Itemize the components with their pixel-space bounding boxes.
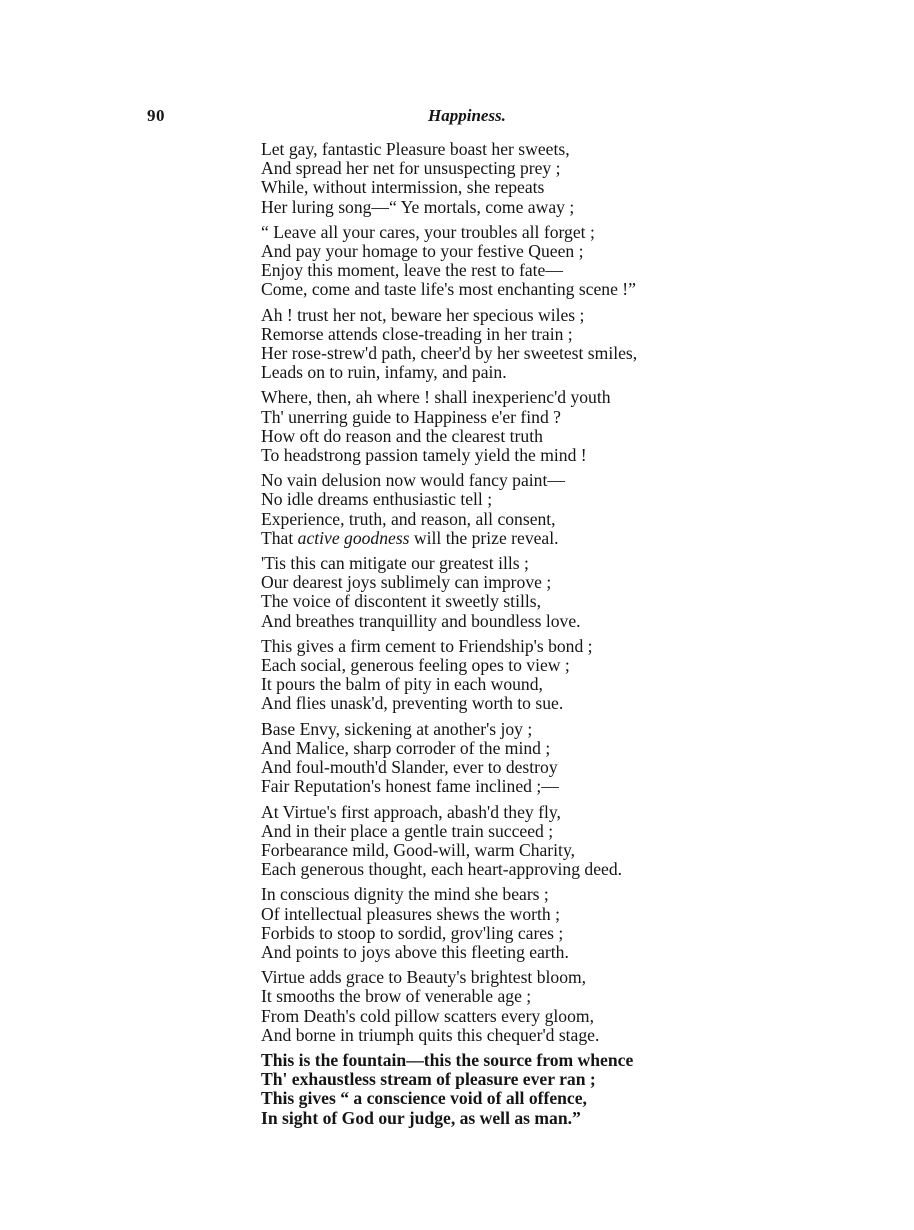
verse-line: Remorse attends close-treading in her train ;: [261, 323, 573, 344]
verse-line: How oft do reason and the clearest truth: [261, 425, 543, 446]
verse-line: And borne in triumph quits this chequer'd stage.: [261, 1024, 600, 1045]
poem-body: [261, 140, 721, 1134]
verse-text: will the prize reveal.: [409, 527, 559, 548]
verse-line: And pay your homage to your festive Queen ;: [261, 241, 584, 262]
verse-line: While, without intermission, she repeats: [261, 177, 545, 198]
verse-line: This gives a firm cement to Friendship's bond ;: [261, 635, 593, 656]
stanza-7: [261, 637, 721, 714]
verse-line: From Death's cold pillow scatters every gloom,: [261, 1005, 594, 1026]
verse-line: This gives “ a conscience void of all offence,: [261, 1088, 587, 1109]
stanza-1: [261, 140, 721, 217]
verse-line: And Malice, sharp corroder of the mind ;: [261, 737, 551, 758]
verse-line: Leads on to ruin, infamy, and pain.: [261, 362, 507, 383]
verse-line: Base Envy, sickening at another's joy ;: [261, 718, 533, 739]
verse-line: “ Leave all your cares, your troubles all forget ;: [261, 221, 595, 242]
verse-line: Each social, generous feeling opes to view ;: [261, 655, 570, 676]
running-title: Happiness.: [428, 106, 506, 125]
verse-line: Each generous thought, each heart-approving deed.: [261, 859, 623, 880]
verse-line: Th' unerring guide to Happiness e'er find ?: [261, 406, 561, 427]
verse-line: It pours the balm of pity in each wound,: [261, 674, 543, 695]
verse-line: Her luring song—“ Ye mortals, come away ;: [261, 196, 575, 217]
verse-line: The voice of discontent it sweetly stills,: [261, 591, 541, 612]
verse-line: [261, 529, 721, 548]
verse-line: At Virtue's first approach, abash'd they fly,: [261, 801, 561, 822]
verse-line: And in their place a gentle train succeed ;: [261, 820, 554, 841]
stanza-9: [261, 803, 721, 880]
verse-line: No idle dreams enthusiastic tell ;: [261, 489, 493, 510]
verse-line: This is the fountain—this the source from whence: [261, 1049, 634, 1070]
verse-line: Let gay, fantastic Pleasure boast her sweets,: [261, 139, 570, 159]
stanza-8: [261, 720, 721, 797]
verse-line: Th' exhaustless stream of pleasure ever ran ;: [261, 1069, 596, 1090]
stanza-6: [261, 554, 721, 631]
verse-line: Experience, truth, and reason, all consent,: [261, 508, 556, 529]
stanza-4: [261, 388, 721, 465]
verse-line: Of intellectual pleasures shews the worth ;: [261, 903, 561, 924]
verse-line: Forbearance mild, Good-will, warm Charity,: [261, 839, 575, 860]
verse-line: To headstrong passion tamely yield the mind !: [261, 445, 587, 466]
stanza-10: [261, 885, 721, 962]
verse-line: Fair Reputation's honest fame inclined ;—: [261, 776, 559, 797]
verse-line: Our dearest joys sublimely can improve ;: [261, 572, 552, 593]
stanza-12: [261, 1051, 721, 1128]
emphasized-phrase: active goodness: [297, 527, 410, 548]
verse-line: And flies unask'd, preventing worth to sue.: [261, 693, 564, 714]
stanza-2: [261, 223, 721, 300]
verse-line: Ah ! trust her not, beware her specious wiles ;: [261, 304, 585, 325]
verse-line: It smooths the brow of venerable age ;: [261, 986, 532, 1007]
verse-line: 'Tis this can mitigate our greatest ills ;: [261, 553, 529, 574]
stanza-3: [261, 306, 721, 383]
verse-text: That: [261, 527, 298, 548]
page-number: 90: [147, 106, 165, 125]
verse-line: And spread her net for unsuspecting prey ;: [261, 158, 561, 179]
verse-line: Virtue adds grace to Beauty's brightest bloom,: [261, 967, 587, 988]
verse-line: And points to joys above this fleeting earth.: [261, 941, 569, 962]
verse-line: And breathes tranquillity and boundless love.: [261, 610, 581, 631]
verse-line: Where, then, ah where ! shall inexperienc'd youth: [261, 387, 611, 408]
verse-line: Enjoy this moment, leave the rest to fate—: [261, 260, 563, 281]
verse-line: Her rose-strew'd path, cheer'd by her sweetest smiles,: [261, 343, 638, 364]
verse-line: Forbids to stoop to sordid, grov'ling cares ;: [261, 922, 564, 943]
verse-line: In sight of God our judge, as well as man.”: [261, 1107, 581, 1128]
verse-line: Come, come and taste life's most enchanting scene !”: [261, 279, 636, 300]
stanza-5: [261, 471, 721, 548]
stanza-11: [261, 968, 721, 1045]
verse-line: And foul-mouth'd Slander, ever to destroy: [261, 757, 558, 778]
verse-line: No vain delusion now would fancy paint—: [261, 470, 565, 491]
verse-line: In conscious dignity the mind she bears ;: [261, 884, 549, 905]
